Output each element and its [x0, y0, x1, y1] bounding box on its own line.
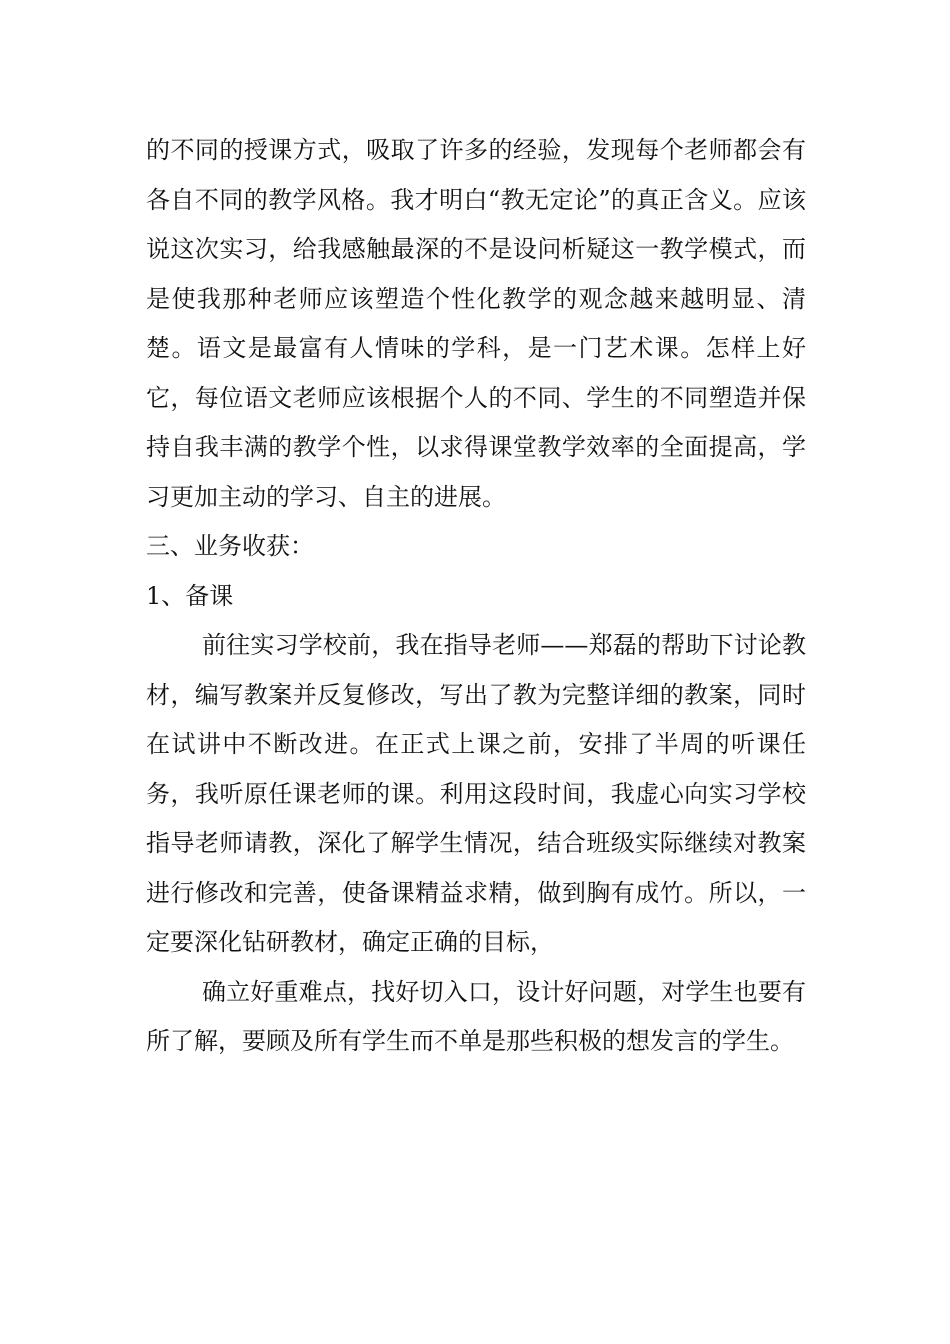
subsection-heading-lesson-prep: 1、备课 — [146, 581, 234, 610]
section-heading-business-gains: 三、业务收获： — [146, 532, 314, 560]
body-paragraph-key-points: 确立好重难点，找好切入口，设计好问题，对学生也要有所了解，要顾及所有学生而不单是那些积极的想发言的学生。 — [146, 977, 806, 1055]
body-paragraph-lesson-prep: 前往实习学校前，我在指导老师——郑磊的帮助下讨论教材，编写教案并反复修改，写出了教为完整详细的教案，同时在试讲中不断改进。在正式上课之前，安排了半周的听课任务，我听原任课老师的课。利用这段时间，我虚心向实习学校指导老师请教，深化了解学生情况，结合班级实际继续对教案进行修改和完善，使备课精益求精，做到胸有成竹。所以，一定要深化钻研教材，确定正确的目标， — [146, 631, 806, 956]
document-body — [146, 126, 806, 1067]
body-paragraph-teaching-style: 的不同的授课方式，吸取了许多的经验，发现每个老师都会有各自不同的教学风格。我才明白“教无定论”的真正含义。应该说这次实习，给我感触最深的不是设问析疑这一教学模式，而是使我那种老师应该塑造个性化教学的观念越来越明显、清楚。语文是最富有人情味的学科，是一门艺术课。怎样上好它，每位语文老师应该根据个人的不同、学生的不同塑造并保持自我丰满的教学个性，以求得课堂教学效率的全面提高，学习更加主动的学习、自主的进展。 — [146, 136, 806, 511]
